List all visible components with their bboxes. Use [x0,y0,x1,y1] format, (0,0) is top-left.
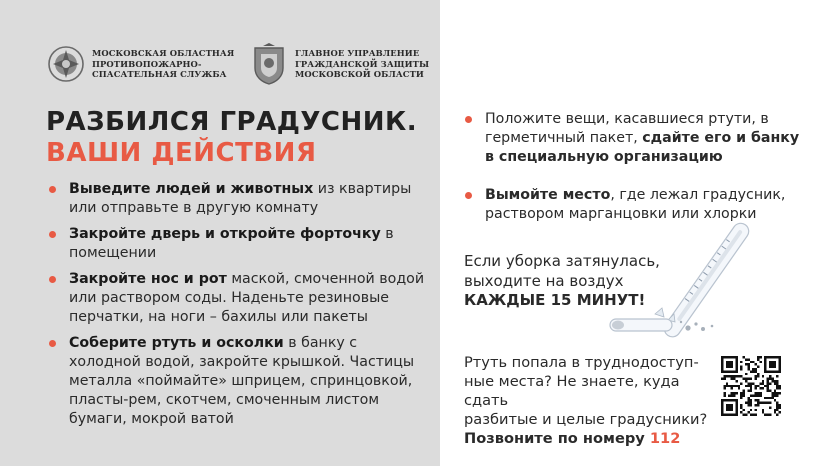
org-fire-service [46,42,234,86]
list-item: Соберите ртуть и осколки в банку с холодной водой, закройте крышкой. Частицы металла «поймайте» шприцем, спринцовкой, пласты-рем, скотчем, смоченным листом бумаги, мокрой ватой [46,334,426,429]
hotline-block: Ртуть попала в труднодоступ- ные места? Не знаете, куда сдать разбитые и целые градусники? Позвоните по номеру 112 [464,353,724,448]
title-line-1: РАЗБИЛСЯ ГРАДУСНИК. [46,107,418,137]
additional-steps-list [462,110,812,224]
list-item: Положите вещи, касавшиеся ртути, в герметичный пакет, сдайте его и банку в специальную организацию [462,110,812,167]
bullet-dot-icon [49,340,56,347]
emergency-number: 112 [649,430,681,447]
qr-code-icon[interactable] [721,356,781,416]
org-civil-defense [249,42,429,86]
title-line-2: ВАШИ ДЕЙСТВИЯ [46,138,317,168]
bullet-dot-icon [49,276,56,283]
broken-thermometer-icon [608,218,783,346]
call-line: Позвоните по номеру 112 [464,430,681,447]
action-steps-list [46,180,426,436]
right-panel [440,0,828,466]
bullet-dot-icon [465,192,472,199]
org-name-fire-service: МОСКОВСКАЯ ОБЛАСТНАЯ ПРОТИВОПОЖАРНО- СПАСАТЕЛЬНАЯ СЛУЖБА [92,48,235,80]
list-item: Вымойте место, где лежал градусник, раствором марганцовки или хлорки [462,186,812,224]
bullet-dot-icon [49,186,56,193]
moscow-region-coat-of-arms-icon [249,42,289,86]
list-item: Выведите людей и животных из квартиры или отправьте в другую комнату [46,180,426,218]
fire-service-emblem-icon [46,42,86,86]
list-item: Закройте нос и рот маской, смоченной водой или раствором соды. Наденьте резиновые перчатки, на ноги – бахилы или пакеты [46,270,426,327]
org-name-civil-defense: ГЛАВНОЕ УПРАВЛЕНИЕ ГРАЖДАНСКОЙ ЗАЩИТЫ МОСКОВСКОЙ ОБЛАСТИ [295,48,430,80]
note-emphasis: КАЖДЫЕ 15 МИНУТ! [464,291,646,309]
bullet-dot-icon [49,231,56,238]
page-title [46,107,417,169]
ventilation-note: Если уборка затянулась, выходите на воздух КАЖДЫЕ 15 МИНУТ! [464,252,684,311]
list-item: Закройте дверь и откройте форточку в помещении [46,225,426,263]
bullet-dot-icon [465,116,472,123]
